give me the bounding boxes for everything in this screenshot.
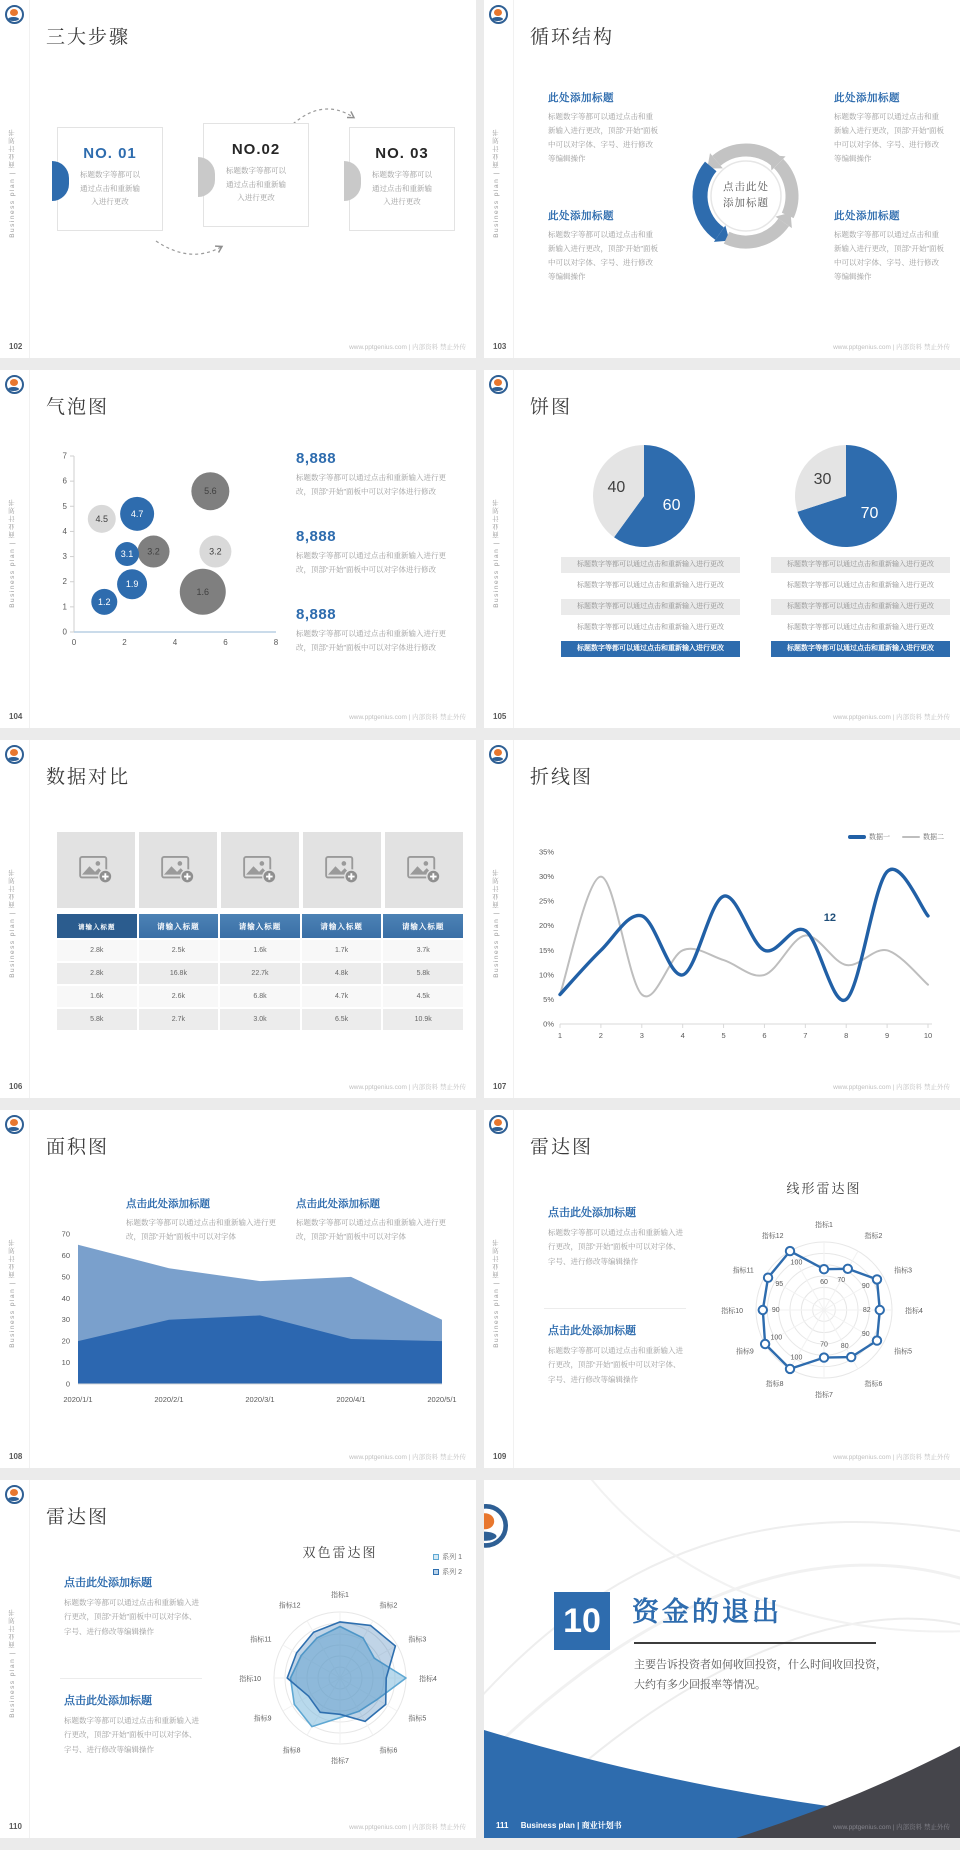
footer-url: www.pptgenius.com | 内部资料 禁止外传: [349, 344, 466, 351]
slide-title: 折线图: [530, 767, 594, 788]
svg-text:70: 70: [61, 1229, 70, 1239]
table-cell: 1.6k: [57, 986, 137, 1007]
block-body: 标题数字等都可以通过点击和重新输入进行更改，顶部“开始”面板中可以对字体、字号、进行修改等编辑操作: [548, 1346, 683, 1384]
svg-text:指标12: 指标12: [761, 1232, 784, 1240]
slide-104[interactable]: [0, 370, 476, 728]
svg-text:指标8: 指标8: [765, 1381, 784, 1389]
step-description: 标题数字等都可以通过点击和重新输入进行更改: [226, 166, 286, 202]
table-header-cell: 请输入标题: [302, 914, 382, 938]
legend-item-series2: 系列 2: [433, 1567, 462, 1577]
svg-text:30%: 30%: [538, 872, 554, 882]
line-radar-chart: [719, 1190, 929, 1442]
table-cell: 5.8k: [383, 963, 463, 984]
sidebar-vertical-label: Business plan | 商业计划书: [9, 128, 16, 238]
image-placeholder-icon: [79, 856, 113, 884]
svg-text:40: 40: [607, 479, 626, 497]
step-box-3: [349, 127, 455, 231]
step-accent-shape: [52, 161, 69, 201]
table-cell: 2.8k: [57, 940, 137, 961]
sidebar-vertical-label: Business plan | 商业计划书: [9, 868, 16, 978]
svg-text:30: 30: [813, 470, 832, 488]
pie-caption-row: 标题数字等都可以通过点击和重新输入进行更改: [577, 624, 724, 631]
footer-brand-label: Business plan | 商业计划书: [520, 1821, 622, 1830]
step-box-2: [203, 123, 309, 227]
svg-text:指标2: 指标2: [864, 1232, 883, 1240]
svg-text:5: 5: [721, 1031, 726, 1040]
svg-text:15%: 15%: [538, 945, 554, 955]
table-cell: 2.7k: [139, 1009, 219, 1030]
table-cell: 3.0k: [220, 1009, 300, 1030]
pie-caption-row: 标题数字等都可以通过点击和重新输入进行更改: [771, 557, 950, 573]
slide-title: 数据对比: [46, 767, 131, 788]
block-heading: 点击此处添加标题: [64, 1577, 152, 1589]
svg-text:30: 30: [61, 1315, 70, 1325]
image-placeholder: [385, 832, 463, 908]
svg-text:70: 70: [837, 1277, 846, 1285]
company-logo-icon: [489, 1115, 508, 1134]
table-cell: 6.8k: [220, 986, 300, 1007]
svg-text:100: 100: [790, 1354, 803, 1362]
table-cell: 3.7k: [383, 940, 463, 961]
comparison-table: [55, 912, 465, 1032]
svg-text:2020/3/1: 2020/3/1: [245, 1395, 275, 1404]
sidebar-vertical-label: Business plan | 商业计划书: [9, 1608, 16, 1718]
two-color-radar-chart: [235, 1556, 445, 1808]
slide-left-band: [0, 1110, 30, 1468]
step-number: NO. 03: [375, 145, 429, 162]
block-body: 标题数字等都可以通过点击和重新输入进行更改，顶部“开始”面板中可以对字体、字号、进行修改等编辑操作: [834, 112, 944, 163]
svg-text:4.7: 4.7: [130, 508, 144, 519]
sidebar-vertical-label: Business plan | 商业计划书: [9, 498, 16, 608]
slide-105[interactable]: [484, 370, 960, 728]
svg-text:0: 0: [62, 627, 67, 637]
company-logo-icon: [5, 1115, 24, 1134]
text-block-1: [548, 1204, 684, 1269]
page-number: 103: [493, 342, 507, 351]
block-heading: 此处添加标题: [548, 92, 614, 104]
page-number: 106: [9, 1082, 23, 1091]
section-title: 资金的退出: [632, 1597, 782, 1627]
slide-title: 循环结构: [530, 27, 615, 48]
block-heading: 此处添加标题: [548, 210, 614, 222]
company-logo-icon: [5, 1485, 24, 1504]
block-heading: 点击此处添加标题: [64, 1695, 152, 1707]
radar-legend: [433, 1552, 462, 1582]
svg-text:1.2: 1.2: [98, 596, 111, 607]
divider-line: [544, 1308, 686, 1309]
svg-text:4: 4: [680, 1031, 685, 1040]
footer-url: www.pptgenius.com | 内部资料 禁止外传: [349, 1454, 466, 1461]
svg-text:1.6: 1.6: [196, 586, 210, 597]
svg-text:12: 12: [823, 911, 836, 924]
svg-text:60: 60: [61, 1250, 70, 1260]
block-heading: 点击此处添加标题: [548, 1325, 636, 1337]
divider-line: [60, 1678, 202, 1679]
footer-url: www.pptgenius.com | 内部资料 禁止外传: [349, 1084, 466, 1091]
svg-text:指标5: 指标5: [894, 1348, 913, 1356]
pie-chart-right: [790, 440, 902, 552]
text-block-bottom-left: [548, 208, 660, 284]
text-block-bottom-right: [834, 208, 946, 284]
svg-text:指标10: 指标10: [239, 1676, 261, 1683]
step-description: 标题数字等都可以通过点击和重新输入进行更改: [372, 170, 432, 206]
svg-text:2: 2: [62, 577, 67, 587]
svg-text:80: 80: [840, 1342, 849, 1350]
step-number: NO.02: [231, 141, 281, 158]
table-header-cell: 请输入标题: [220, 914, 300, 938]
block-heading: 点击此处添加标题: [548, 1207, 636, 1219]
stat-block-2: [296, 528, 446, 577]
page-number: 105: [493, 712, 507, 721]
slide-106[interactable]: [0, 740, 476, 1098]
svg-text:6: 6: [223, 638, 228, 647]
footer-url: www.pptgenius.com | 内部资料 禁止外传: [833, 714, 950, 721]
svg-text:指标4: 指标4: [905, 1308, 923, 1315]
slide-title: 三大步骤: [46, 27, 131, 48]
svg-text:7: 7: [62, 451, 67, 461]
line-chart: [524, 842, 948, 1056]
text-block-top-right: [834, 90, 946, 166]
table-header-cell: 请输入标题: [383, 914, 463, 938]
block-body: 标题数字等都可以通过点击和重新输入进行更改，顶部“开始”面板中可以对字体: [296, 1218, 446, 1242]
table-cell: 22.7k: [220, 963, 300, 984]
pie-chart-left: [588, 440, 700, 552]
slide-107[interactable]: [484, 740, 960, 1098]
table-cell: 4.5k: [383, 986, 463, 1007]
svg-text:82: 82: [862, 1307, 871, 1314]
series1-swatch-icon: [433, 1554, 439, 1560]
svg-text:指标9: 指标9: [253, 1715, 272, 1723]
legend-item-series1: 系列 1: [433, 1552, 462, 1562]
stat-description: 标题数字等都可以通过点击和重新输入进行更改，顶部“开始”面板中可以对字体进行修改: [296, 473, 446, 496]
slide-left-band: [484, 370, 514, 728]
bubble-chart: [44, 444, 284, 660]
series1-swatch-icon: [848, 835, 866, 839]
svg-text:70: 70: [820, 1341, 828, 1349]
pie-caption-row: 标题数字等都可以通过点击和重新输入进行更改: [561, 599, 740, 615]
svg-text:20: 20: [61, 1336, 70, 1346]
table-cell: 1.7k: [302, 940, 382, 961]
footer-url: www.pptgenius.com | 内部资料 禁止外传: [833, 1454, 950, 1461]
svg-text:2: 2: [598, 1031, 603, 1040]
svg-text:指标5: 指标5: [408, 1715, 427, 1723]
slide-left-band: [484, 0, 514, 358]
series2-swatch-icon: [902, 836, 920, 838]
stat-value: 8,888: [296, 450, 337, 467]
stat-description: 标题数字等都可以通过点击和重新输入进行更改，顶部“开始”面板中可以对字体进行修改: [296, 629, 446, 652]
block-body: 标题数字等都可以通过点击和重新输入进行更改，顶部“开始”面板中可以对字体、字号、进行修改等编辑操作: [548, 112, 658, 163]
svg-text:1: 1: [62, 602, 67, 612]
pie-caption-row: 标题数字等都可以通过点击和重新输入进行更改: [561, 641, 740, 657]
image-placeholder-icon: [161, 856, 195, 884]
svg-text:指标1: 指标1: [815, 1222, 833, 1229]
svg-text:10%: 10%: [538, 970, 554, 980]
svg-text:指标12: 指标12: [278, 1602, 301, 1610]
svg-text:2020/5/1: 2020/5/1: [427, 1395, 457, 1404]
table-cell: 1.6k: [220, 940, 300, 961]
pie-caption-row: 标题数字等都可以通过点击和重新输入进行更改: [771, 641, 950, 657]
table-cell: 16.8k: [139, 963, 219, 984]
company-logo-icon: [489, 745, 508, 764]
table-row: [57, 940, 463, 961]
cycle-center-label: 点击此处 添加标题: [723, 181, 769, 209]
block-body: 标题数字等都可以通过点击和重新输入进行更改，顶部“开始”面板中可以对字体、字号、进行修改等编辑操作: [64, 1716, 199, 1754]
slide-109[interactable]: [484, 1110, 960, 1468]
svg-text:指标3: 指标3: [894, 1267, 913, 1275]
svg-text:10: 10: [61, 1358, 70, 1368]
svg-text:指标6: 指标6: [864, 1381, 883, 1389]
slide-110[interactable]: [0, 1480, 476, 1838]
block-body: 标题数字等都可以通过点击和重新输入进行更改，顶部“开始”面板中可以对字体、字号、进行修改等编辑操作: [64, 1598, 199, 1636]
slide-title: 气泡图: [46, 397, 110, 418]
sidebar-vertical-label: Business plan | 商业计划书: [9, 1238, 16, 1348]
slide-left-band: [0, 1480, 30, 1838]
pie-caption-list-left: [561, 557, 740, 662]
area-chart: [32, 1226, 464, 1422]
block-heading: 点击此处添加标题: [296, 1198, 380, 1210]
svg-text:0: 0: [65, 1379, 70, 1389]
svg-text:指标4: 指标4: [419, 1676, 437, 1683]
svg-text:指标11: 指标11: [732, 1267, 754, 1275]
table-header-cell: 请输入标题: [139, 914, 219, 938]
text-block-2: [64, 1692, 200, 1757]
svg-text:1: 1: [557, 1031, 563, 1040]
svg-text:5%: 5%: [543, 994, 554, 1004]
pie-caption-row: 标题数字等都可以通过点击和重新输入进行更改: [771, 599, 950, 615]
image-placeholder: [57, 832, 135, 908]
svg-text:90: 90: [861, 1282, 870, 1290]
pie-caption-list-right: [771, 557, 950, 662]
step-box-1: [57, 127, 163, 231]
sidebar-vertical-label: Business plan | 商业计划书: [493, 498, 500, 608]
page-number: 102: [9, 342, 23, 351]
stat-block-3: [296, 606, 446, 655]
table-cell: 4.7k: [302, 986, 382, 1007]
svg-text:指标10: 指标10: [721, 1308, 743, 1315]
slide-title: 雷达图: [46, 1507, 110, 1528]
sidebar-vertical-label: Business plan | 商业计划书: [493, 868, 500, 978]
footer-url: www.pptgenius.com | 内部资料 禁止外传: [833, 344, 950, 351]
svg-text:指标6: 指标6: [379, 1747, 398, 1755]
line-chart-legend: [848, 832, 944, 842]
legend-item-series2: 数据二: [902, 832, 944, 842]
svg-text:指标3: 指标3: [408, 1636, 427, 1644]
slide-left-band: [0, 740, 30, 1098]
table-cell: 2.5k: [139, 940, 219, 961]
pie-caption-row: 标题数字等都可以通过点击和重新输入进行更改: [787, 582, 934, 589]
svg-text:60: 60: [662, 496, 681, 514]
svg-text:2020/2/1: 2020/2/1: [154, 1395, 184, 1404]
svg-text:2020/1/1: 2020/1/1: [63, 1395, 93, 1404]
table-cell: 4.8k: [302, 963, 382, 984]
sidebar-vertical-label: Business plan | 商业计划书: [493, 128, 500, 238]
svg-text:2: 2: [122, 638, 127, 647]
svg-text:8: 8: [844, 1031, 849, 1040]
svg-text:90: 90: [861, 1331, 870, 1339]
block-heading: 此处添加标题: [834, 210, 900, 222]
svg-text:3: 3: [639, 1031, 644, 1040]
pie-caption-row: 标题数字等都可以通过点击和重新输入进行更改: [561, 557, 740, 573]
slide-footer: [496, 1820, 622, 1831]
step-description: 标题数字等都可以通过点击和重新输入进行更改: [80, 170, 140, 206]
table-header-cell: 请输入标题: [57, 914, 137, 938]
image-placeholder: [221, 832, 299, 908]
slide-title: 雷达图: [530, 1137, 594, 1158]
table-row: [57, 1009, 463, 1030]
page-number: 107: [493, 1082, 507, 1091]
svg-text:4: 4: [62, 526, 67, 536]
svg-text:0: 0: [71, 638, 77, 647]
block-body: 标题数字等都可以通过点击和重新输入进行更改，顶部“开始”面板中可以对字体、字号、进行修改等编辑操作: [834, 230, 944, 281]
image-placeholder-icon: [325, 856, 359, 884]
page-number: 104: [9, 712, 23, 721]
svg-text:9: 9: [885, 1031, 890, 1040]
svg-text:6: 6: [62, 476, 67, 486]
svg-text:指标1: 指标1: [331, 1592, 349, 1599]
svg-text:3.1: 3.1: [120, 549, 134, 560]
block-body: 标题数字等都可以通过点击和重新输入进行更改，顶部“开始”面板中可以对字体、字号、进行修改等编辑操作: [548, 1228, 683, 1266]
stat-description: 标题数字等都可以通过点击和重新输入进行更改，顶部“开始”面板中可以对字体进行修改: [296, 551, 446, 574]
svg-text:90: 90: [771, 1307, 780, 1314]
page-number: 108: [9, 1452, 23, 1461]
svg-text:指标2: 指标2: [379, 1602, 398, 1610]
svg-text:指标9: 指标9: [735, 1348, 754, 1356]
svg-text:100: 100: [770, 1334, 783, 1342]
table-cell: 6.5k: [302, 1009, 382, 1030]
pie-caption-row: 标题数字等都可以通过点击和重新输入进行更改: [577, 582, 724, 589]
svg-text:35%: 35%: [538, 847, 554, 857]
slide-111[interactable]: [484, 1480, 960, 1838]
svg-text:10: 10: [923, 1031, 933, 1040]
text-block-1: [64, 1574, 200, 1639]
pie-caption-row: 标题数字等都可以通过点击和重新输入进行更改: [787, 624, 934, 631]
svg-text:40: 40: [61, 1293, 70, 1303]
slide-102[interactable]: [0, 0, 476, 358]
title-underline: [634, 1642, 876, 1644]
block-heading: 点击此处添加标题: [126, 1198, 210, 1210]
stat-block-1: [296, 450, 446, 499]
table-cell: 2.6k: [139, 986, 219, 1007]
svg-text:2020/4/1: 2020/4/1: [336, 1395, 366, 1404]
page-number: 111: [496, 1821, 509, 1830]
block-body: 标题数字等都可以通过点击和重新输入进行更改，顶部“开始”面板中可以对字体、字号、进行修改等编辑操作: [548, 230, 658, 281]
svg-text:25%: 25%: [538, 896, 554, 906]
table-cell: 5.8k: [57, 1009, 137, 1030]
image-placeholder-icon: [407, 856, 441, 884]
table-row: [57, 963, 463, 984]
step-number: NO. 01: [83, 145, 137, 162]
svg-text:6: 6: [762, 1031, 767, 1040]
image-placeholder: [303, 832, 381, 908]
series2-swatch-icon: [433, 1569, 439, 1575]
company-logo-icon: [5, 375, 24, 394]
footer-url: www.pptgenius.com | 内部资料 禁止外传: [833, 1084, 950, 1091]
image-placeholder-icon: [243, 856, 277, 884]
section-description: 主要告诉投资者如何收回投资，什么时间收回投资，大约有多少回报率等情况。: [634, 1659, 887, 1691]
legend-item-series1: 数据一: [848, 832, 890, 842]
sidebar-vertical-label: Business plan | 商业计划书: [493, 1238, 500, 1348]
footer-url: www.pptgenius.com | 内部资料 禁止外传: [349, 714, 466, 721]
svg-text:4.5: 4.5: [95, 513, 109, 524]
slide-103[interactable]: [484, 0, 960, 358]
radar-chart-title: 双色雷达图: [302, 1545, 378, 1560]
svg-text:95: 95: [775, 1281, 784, 1289]
company-logo-icon: [489, 5, 508, 24]
table-row: [57, 986, 463, 1007]
slide-left-band: [0, 370, 30, 728]
text-block-top-left: [548, 90, 660, 166]
slide-title: 面积图: [46, 1137, 110, 1158]
stat-value: 8,888: [296, 528, 337, 545]
company-logo-icon: [489, 375, 508, 394]
svg-text:指标11: 指标11: [250, 1636, 272, 1644]
slide-title: 饼图: [530, 397, 573, 418]
step-accent-shape: [344, 161, 361, 201]
radar-chart-title: 线形雷达图: [786, 1181, 862, 1196]
svg-text:指标7: 指标7: [815, 1392, 833, 1399]
company-logo-icon: [5, 5, 24, 24]
svg-text:指标8: 指标8: [282, 1747, 301, 1755]
svg-text:0%: 0%: [543, 1019, 554, 1029]
svg-text:3: 3: [62, 552, 67, 562]
footer-url: www.pptgenius.com | 内部资料 禁止外传: [349, 1824, 466, 1831]
image-placeholder: [139, 832, 217, 908]
svg-text:50: 50: [61, 1272, 70, 1282]
svg-text:5.6: 5.6: [204, 486, 217, 497]
step-accent-shape: [198, 157, 215, 197]
stat-value: 8,888: [296, 606, 337, 623]
company-logo-icon: [5, 745, 24, 764]
svg-text:100: 100: [790, 1259, 803, 1267]
block-body: 标题数字等都可以通过点击和重新输入进行更改，顶部“开始”面板中可以对字体: [126, 1218, 276, 1242]
page-number: 110: [9, 1822, 22, 1831]
table-cell: 10.9k: [383, 1009, 463, 1030]
svg-text:1.9: 1.9: [125, 579, 139, 590]
svg-text:60: 60: [820, 1279, 828, 1287]
svg-text:70: 70: [860, 505, 879, 523]
svg-text:5: 5: [62, 501, 67, 511]
footer-url: www.pptgenius.com | 内部资料 禁止外传: [833, 1824, 950, 1831]
svg-text:7: 7: [803, 1031, 808, 1040]
slide-108[interactable]: [0, 1110, 476, 1468]
svg-text:8: 8: [273, 638, 279, 647]
svg-text:3.2: 3.2: [209, 546, 222, 557]
svg-text:指标7: 指标7: [331, 1758, 349, 1765]
svg-text:3.2: 3.2: [147, 546, 160, 557]
slide-left-band: [484, 1110, 514, 1468]
section-number-badge: 10: [554, 1592, 610, 1650]
svg-text:4: 4: [172, 638, 178, 647]
block-heading: 此处添加标题: [834, 92, 900, 104]
table-cell: 2.8k: [57, 963, 137, 984]
page-number: 109: [493, 1452, 507, 1461]
svg-text:20%: 20%: [538, 921, 554, 931]
slide-left-band: [0, 0, 30, 358]
slide-left-band: [484, 740, 514, 1098]
text-block-2: [548, 1322, 684, 1387]
